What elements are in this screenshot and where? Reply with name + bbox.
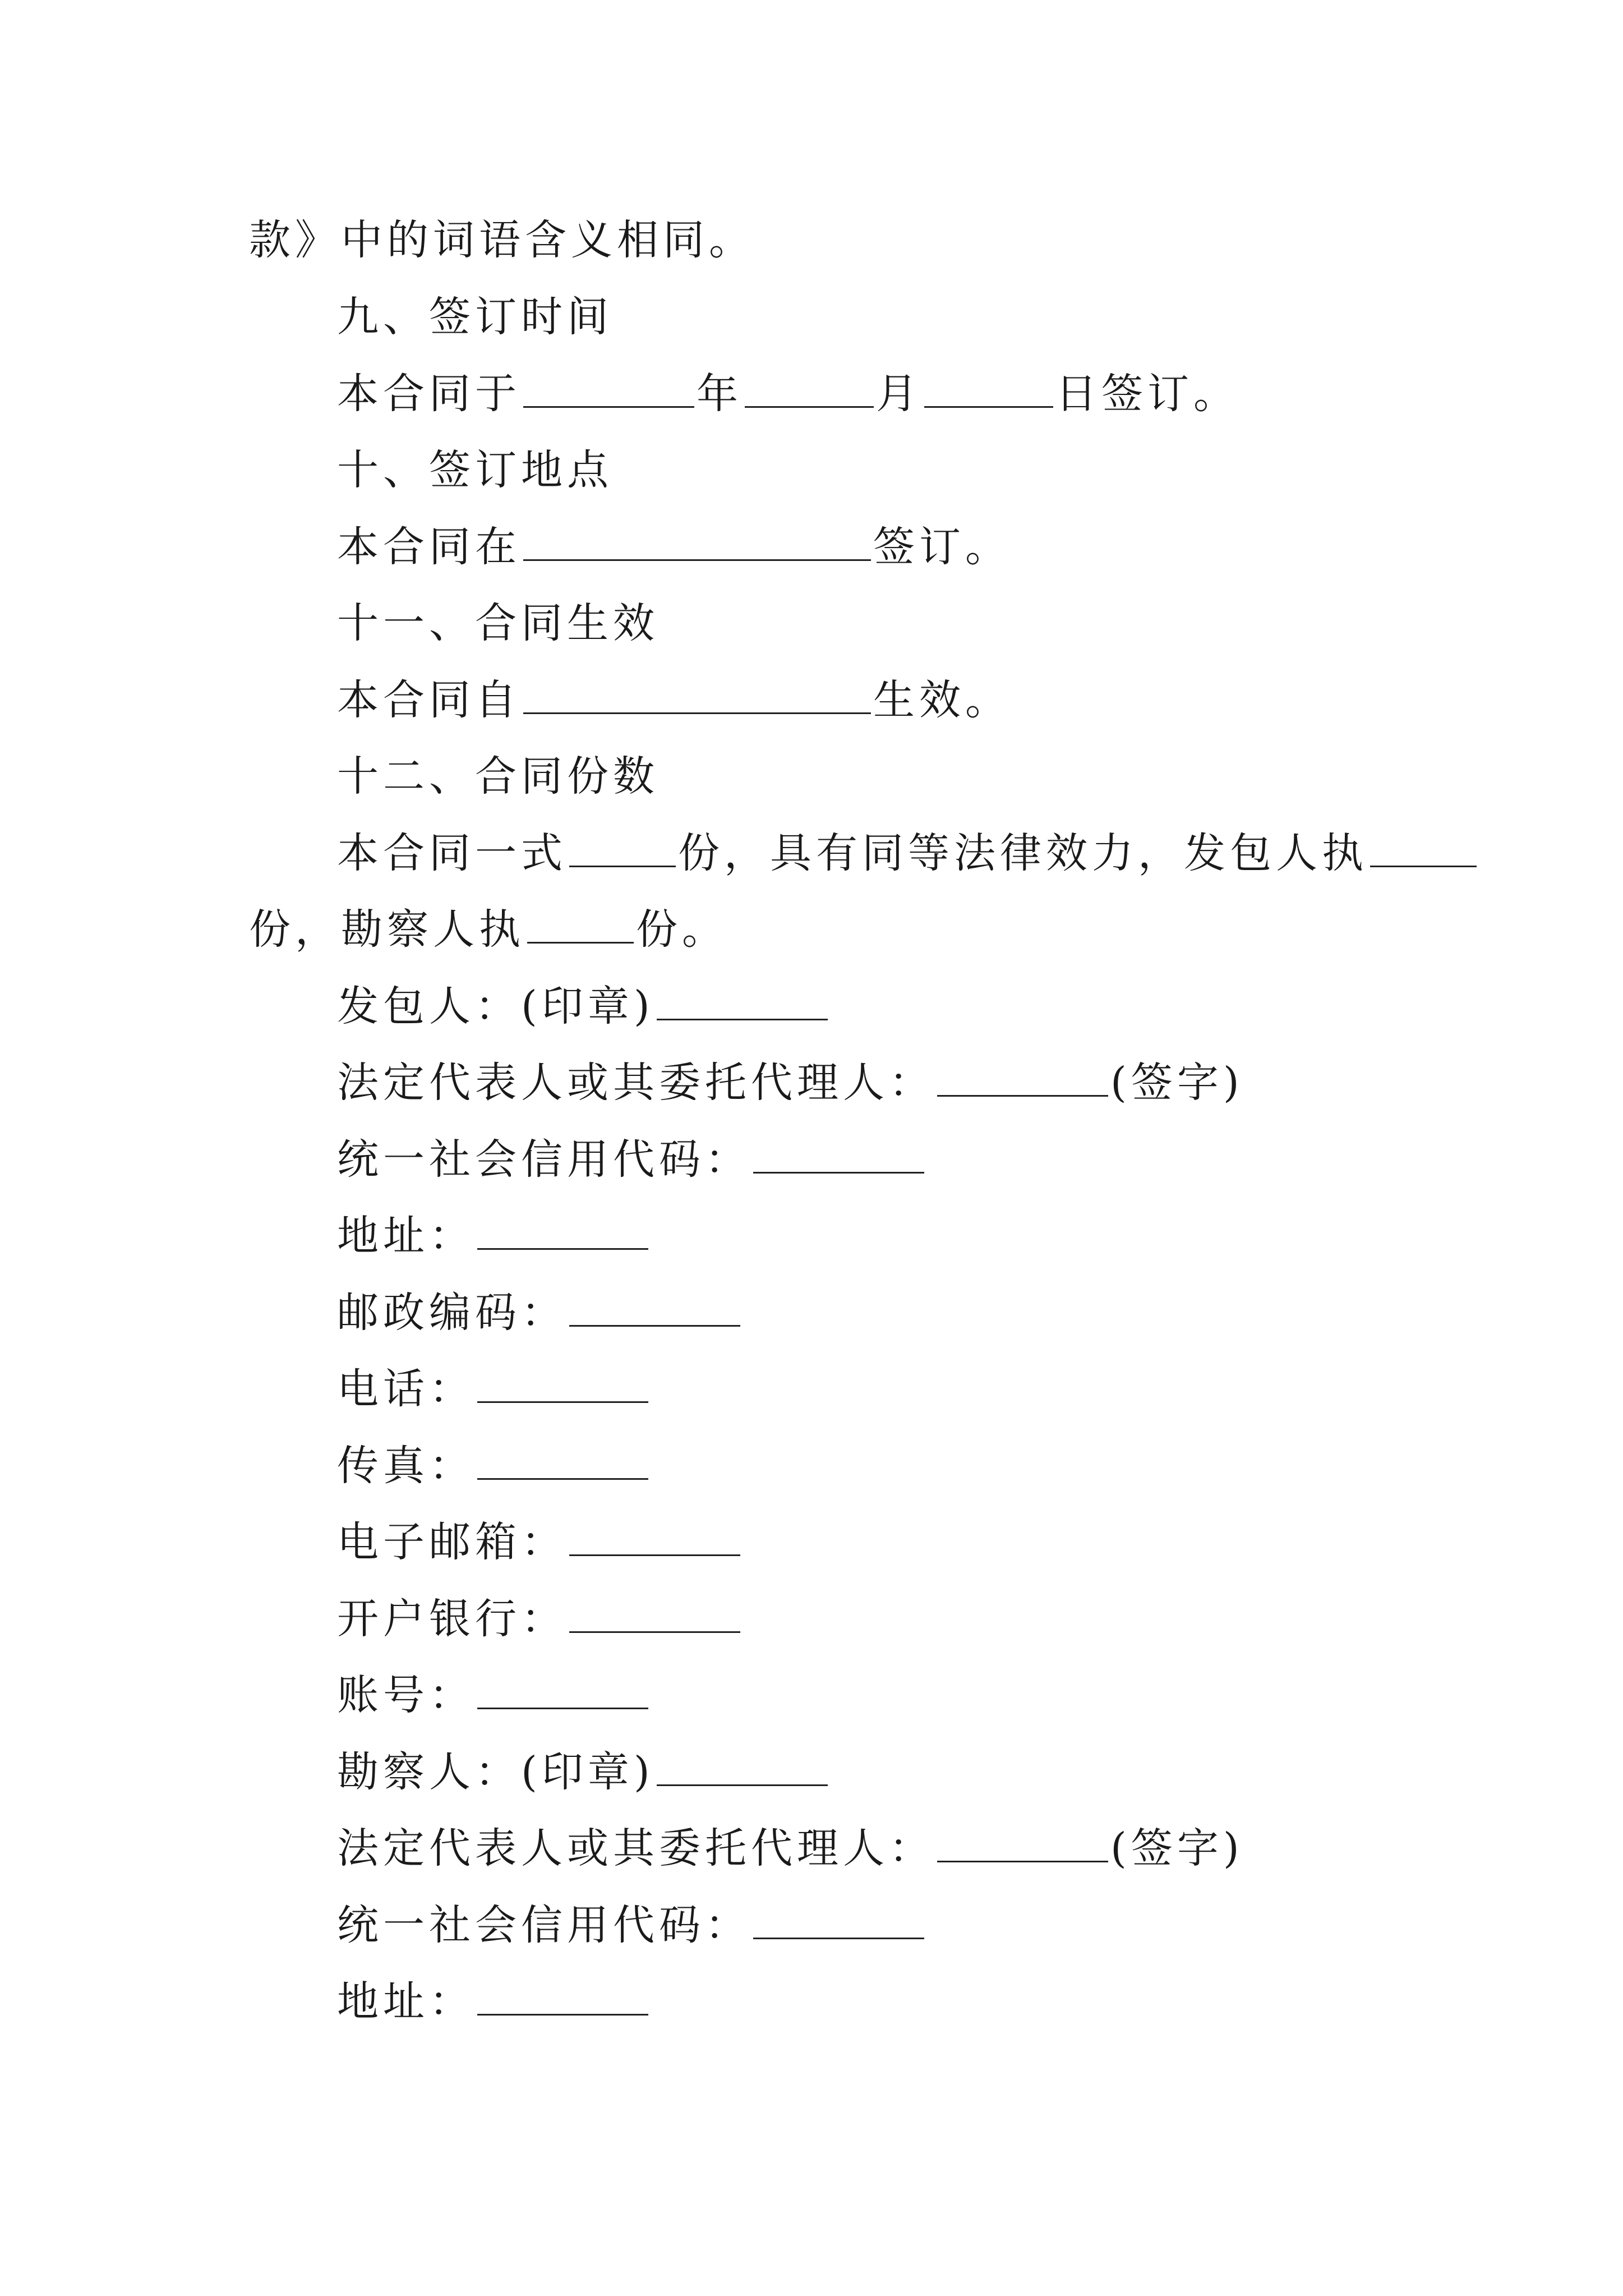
client-name-field	[337, 968, 1481, 1045]
label: 开户银行：	[337, 1595, 567, 1643]
client-address-field	[337, 1198, 1481, 1274]
text: 份，勘察人执	[249, 905, 525, 954]
text-line	[249, 202, 1393, 278]
client-credit-code-field	[337, 1121, 1481, 1198]
text: 日签订。	[1055, 370, 1239, 418]
label: 统一社会信用代码：	[337, 1901, 751, 1949]
copies-line	[337, 815, 1481, 891]
client-account-blank[interactable]	[477, 1673, 648, 1709]
label: 邮政编码：	[337, 1289, 567, 1337]
signing-place-line	[337, 509, 1481, 585]
surveyor-copies-blank[interactable]	[527, 907, 634, 944]
text: 本合同自	[337, 676, 521, 724]
surveyor-rep-field	[337, 1810, 1481, 1887]
section-heading-copies	[337, 738, 1481, 815]
year-blank[interactable]	[523, 371, 694, 408]
text: 十一、合同生效	[337, 599, 659, 647]
text: 本合同于	[337, 370, 521, 418]
effective-blank[interactable]	[523, 678, 871, 714]
text: 月	[876, 370, 922, 418]
sign-note: (签字)	[1110, 1059, 1244, 1107]
text: 十、签订地点	[337, 446, 613, 494]
client-address-blank[interactable]	[477, 1213, 648, 1250]
label: 地址：	[337, 1212, 475, 1260]
client-rep-blank[interactable]	[937, 1060, 1108, 1097]
label: 传真：	[337, 1442, 475, 1490]
signing-date-line	[337, 356, 1481, 432]
client-copies-blank[interactable]	[1370, 831, 1477, 867]
label: 发包人：(印章)	[337, 982, 654, 1030]
label: 账号：	[337, 1671, 475, 1719]
client-email-field	[337, 1504, 1481, 1580]
text: 签订。	[873, 523, 1011, 571]
client-phone-field	[337, 1351, 1481, 1427]
client-postcode-blank[interactable]	[569, 1290, 740, 1327]
client-rep-field	[337, 1045, 1481, 1121]
client-fax-field	[337, 1428, 1481, 1504]
section-heading-signing-place	[337, 432, 1481, 508]
text: 本合同在	[337, 523, 521, 571]
label: 地址：	[337, 1977, 475, 2026]
surveyor-name-field	[337, 1734, 1481, 1810]
label: 法定代表人或其委托代理人：	[337, 1824, 935, 1872]
day-blank[interactable]	[924, 371, 1053, 408]
label: 电子邮箱：	[337, 1518, 567, 1566]
surveyor-address-blank[interactable]	[477, 1979, 648, 2016]
label: 统一社会信用代码：	[337, 1135, 751, 1184]
text: 份。	[636, 905, 728, 954]
text: 九、签订时间	[337, 293, 613, 341]
client-email-blank[interactable]	[569, 1520, 740, 1556]
surveyor-credit-code-blank[interactable]	[753, 1903, 924, 1939]
text: 年	[697, 370, 743, 418]
section-heading-signing-time	[337, 279, 1481, 355]
label: 电话：	[337, 1365, 475, 1413]
surveyor-rep-blank[interactable]	[937, 1826, 1108, 1862]
text: 份，具有同等法律效力，发包人执	[678, 829, 1368, 877]
label: 勘察人：(印章)	[337, 1748, 654, 1796]
label: 法定代表人或其委托代理人：	[337, 1059, 935, 1107]
place-blank[interactable]	[523, 524, 871, 561]
surveyor-credit-code-field	[337, 1887, 1481, 1963]
client-bank-blank[interactable]	[569, 1596, 740, 1633]
copies-line-cont	[249, 891, 1393, 968]
text: 款》中的词语含义相同。	[249, 216, 755, 264]
client-phone-blank[interactable]	[477, 1366, 648, 1403]
client-seal-blank[interactable]	[657, 984, 828, 1020]
client-account-field	[337, 1657, 1481, 1733]
sign-note: (签字)	[1110, 1824, 1244, 1872]
effective-line	[337, 662, 1481, 738]
surveyor-address-field	[337, 1963, 1481, 2040]
text: 十二、合同份数	[337, 752, 659, 800]
section-heading-effective	[337, 585, 1481, 661]
copies-total-blank[interactable]	[569, 831, 676, 867]
text: 生效。	[873, 676, 1011, 724]
client-postcode-field	[337, 1274, 1481, 1351]
client-bank-field	[337, 1581, 1481, 1657]
month-blank[interactable]	[745, 371, 874, 408]
client-credit-code-blank[interactable]	[753, 1137, 924, 1174]
text: 本合同一式	[337, 829, 567, 877]
surveyor-seal-blank[interactable]	[657, 1750, 828, 1786]
client-fax-blank[interactable]	[477, 1443, 648, 1480]
